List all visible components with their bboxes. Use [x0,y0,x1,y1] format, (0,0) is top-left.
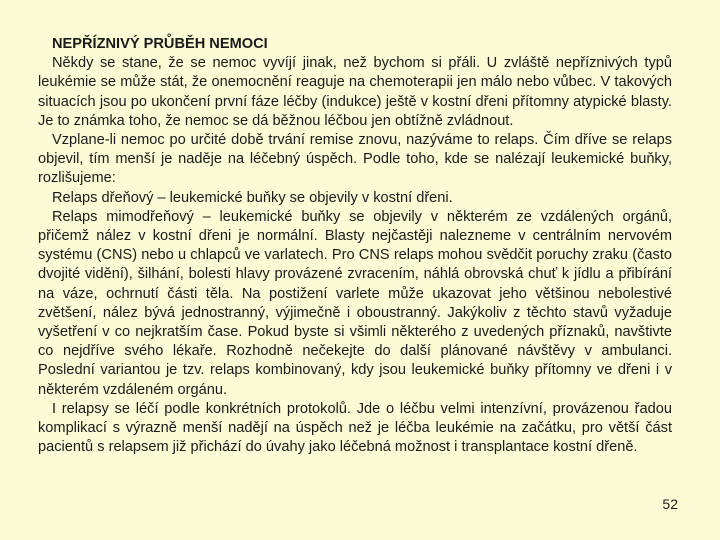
paragraph-extramedullary-relapse: Relaps mimodřeňový – leukemické buňky se objevily v některém ze vzdálených orgánů, přičemž nález v kostní dřeni je normální. Blasty nejčastěji nalezneme v centrálním nervovém systému (CNS) nebo u chlapců ve varlatech. Pro CNS relaps mohou svědčit poruchy zraku (často dvojité vidění), šilhání, bolesti hlavy provázené zvracením, náhlá obrovská chuť k jídlu a přibírání na váze, ochrnutí části těla. Na postižení varlete může ukazovat jeho většinou nebolestivé zvětšení, nález bývá jednostranný, výjimečně i oboustranný. Jakýkoliv z těchto stavů vyžaduje vyšetření v co nejkratším čase. Pokud byste si všimli některého z uvedených příznaků, navštivte co nejdříve svého lékaře. Rozhodně nečekejte do další plánované návštěvy v ambulanci. Poslední variantou je tzv. relaps kombinovaný, kdy jsou leukemické buňky přítomny ve dřeni i v některém vzdáleném orgánu. [38,208,672,398]
paragraph-intro: Někdy se stane, že se nemoc vyvíjí jinak, než bychom si přáli. U zvláště nepříznivých typů leukémie se může stát, že onemocnění reaguje na chemoterapii jen málo nebo vůbec. V takových situacích jsou po ukončení první fáze léčby (indukce) ještě v kostní dřeni přítomny atypické blasty. Je to známka toho, že nemoc se dá běžnou léčbou jen obtížně zvládnout. [38,55,672,129]
document-page [38,35,672,457]
paragraph-relapse-definition: Vzplane-li nemoc po určité době trvání remise znovu, nazýváme to relaps. Čím dříve se relaps objevil, tím menší je naděje na léčebný úspěch. Podle toho, kde se nalézají leukemické buňky, rozlišujeme: [38,132,672,187]
page-number: 52 [662,496,678,512]
page-title: NEPŘÍZNIVÝ PRŮBĚH NEMOCI [52,36,268,52]
paragraph-marrow-relapse: Relaps dřeňový – leukemické buňky se objevily v kostní dřeni. [52,189,453,206]
paragraph-relapse-treatment: I relapsy se léčí podle konkrétních protokolů. Jde o léčbu velmi intenzívní, provázenou řadou komplikací s výrazně menší nadějí na úspěch než je léčba leukémie na začátku, pro větší část pacientů s relapsem již přichází do úvahy jako léčebná možnost i transplantace kostní dřeně. [38,400,672,456]
